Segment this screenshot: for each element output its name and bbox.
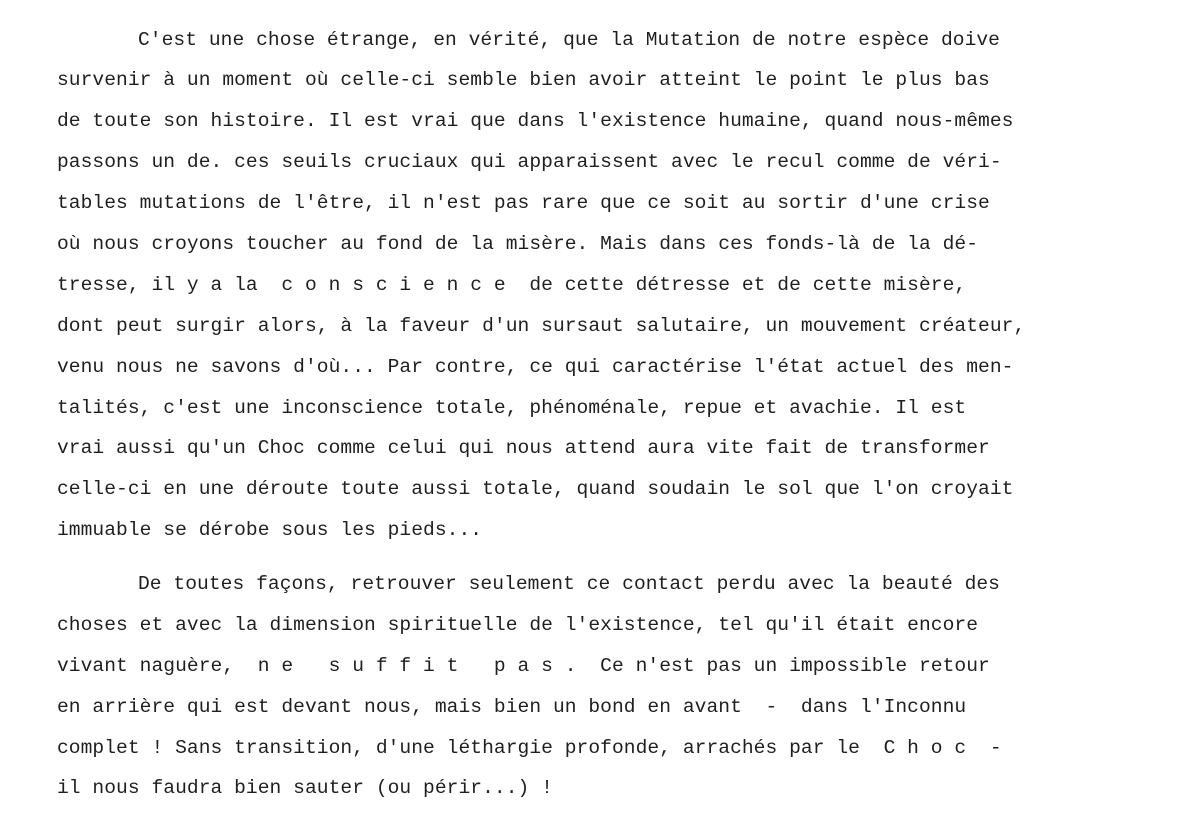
paragraph-1-line-6: où nous croyons toucher au fond de la misère. Mais dans ces fonds-là de la dé- xyxy=(57,233,979,255)
paragraph-1-line-11: vrai aussi qu'un Choc comme celui qui nous attend aura vite fait de transformer xyxy=(57,437,990,459)
paragraph-1-line-10: talités, c'est une inconscience totale, phénoménale, repue et avachie. Il est xyxy=(57,397,967,419)
paragraph-1-line-12: celle-ci en une déroute toute aussi totale, quand soudain le sol que l'on croyait xyxy=(57,478,1014,500)
paragraph-2-line-2: choses et avec la dimension spirituelle de l'existence, tel qu'il était encore xyxy=(57,614,979,636)
paragraph-2-line-1: De toutes façons, retrouver seulement ce contact perdu avec la beauté des xyxy=(138,573,1000,595)
paragraph-2-line-5: complet ! Sans transition, d'une léthargie profonde, arrachés par le C h o c - xyxy=(57,737,1002,759)
paragraph-1-line-7: tresse, il y a la c o n s c i e n c e de cette détresse et de cette misère, xyxy=(57,274,967,296)
paragraph-1-line-5: tables mutations de l'être, il n'est pas rare que ce soit au sortir d'une crise xyxy=(57,192,990,214)
paragraph-1-line-2: survenir à un moment où celle-ci semble bien avoir atteint le point le plus bas xyxy=(57,69,990,91)
paragraph-1-line-1: C'est une chose étrange, en vérité, que la Mutation de notre espèce doive xyxy=(138,29,1000,51)
paragraph-1-line-13: immuable se dérobe sous les pieds... xyxy=(57,519,483,541)
paragraph-1-line-3: de toute son histoire. Il est vrai que dans l'existence humaine, quand nous-mêmes xyxy=(57,110,1014,132)
paragraph-2-line-6: il nous faudra bien sauter (ou périr...) ! xyxy=(57,777,553,799)
paragraph-1-line-8: dont peut surgir alors, à la faveur d'un sursaut salutaire, un mouvement créateur, xyxy=(57,315,1026,337)
paragraph-1-line-9: venu nous ne savons d'où... Par contre, ce qui caractérise l'état actuel des men- xyxy=(57,356,1014,378)
paragraph-1-line-4: passons un de. ces seuils cruciaux qui apparaissent avec le recul comme de véri- xyxy=(57,151,1002,173)
paragraph-2-line-3: vivant naguère, n e s u f f i t p a s . Ce n'est pas un impossible retour xyxy=(57,655,990,677)
paragraph-2-line-4: en arrière qui est devant nous, mais bien un bond en avant - dans l'Inconnu xyxy=(57,696,967,718)
